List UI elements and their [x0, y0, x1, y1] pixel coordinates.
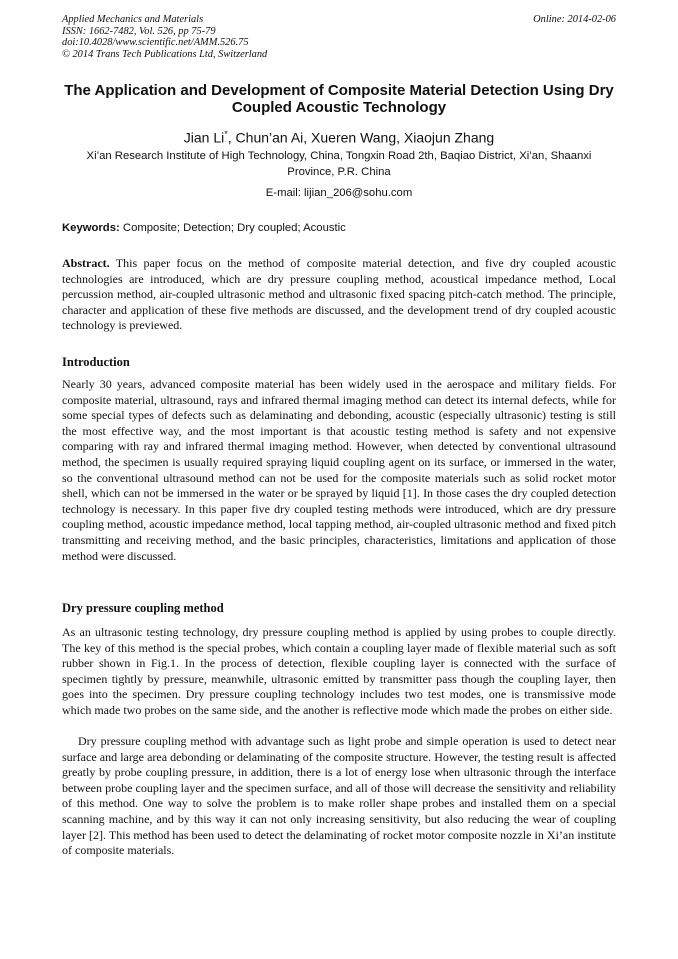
abstract-label: Abstract. [62, 256, 110, 270]
journal-issn: ISSN: 1662-7482, Vol. 526, pp 75-79 [62, 25, 216, 37]
affiliation: Xi’an Research Institute of High Technology, China, Tongxin Road 2th, Baqiao District, Xi’an, Shaanxi Province, P.R. China [86, 150, 592, 178]
online-date: Online: 2014-02-06 [533, 14, 616, 25]
author-email: E-mail: lijian_206@sohu.com [265, 187, 413, 199]
abstract-text: This paper focus on the method of composite material detection, and five dry coupled acoustic technologies are introduced, which are dry pressure coupling method, acoustical impedance method, Local percussion method, air-coupled ultrasonic method and ultrasonic fixed spacing pitch-catch method. The principle, character and application of these five methods are discussed, and the development trend of dry coupled acoustic technology is previewed. [62, 256, 616, 333]
journal-copyright: © 2014 Trans Tech Publications Ltd, Switzerland [62, 48, 268, 60]
author-list [62, 126, 616, 147]
journal-header [62, 14, 616, 60]
keywords-label: Keywords: [62, 222, 120, 234]
paper-title: The Application and Development of Composite Material Detection Using Dry Coupled Acoustic Technology [64, 82, 614, 116]
journal-doi: doi:10.4028/www.scientific.net/AMM.526.75 [62, 37, 249, 49]
author-others: , Chun’an Ai, Xueren Wang, Xiaojun Zhang [227, 129, 495, 146]
corresponding-mark: * [224, 129, 228, 139]
keywords [62, 221, 616, 236]
section-heading-dry-pressure: Dry pressure coupling method [62, 601, 224, 615]
abstract [62, 256, 616, 334]
introduction-paragraph: Nearly 30 years, advanced composite material has been widely used in the aerospace and military fields. For composite material, ultrasound, rays and infrared thermal imaging method can detect its internal defects, while for some special types of defects such as delaminating and debonding, acoustic (especially ultrasonic) testing is still the most effective way, and the most important is that acoustic testing method is safety and not expensive comparing with ray and infrared thermal imaging method. However, when detected by conventional ultrasound method, the specimen is usually required spraying liquid coupling agent on its surface, or immersed in the water, so the conventional ultrasound method can not be used for the composite materials such as solid rocket motor shell, which can not be immersed in the water or be sprayed by liquid [1]. In those cases the dry coupled detection technology is necessary. In this paper five dry coupled testing methods were introduced, which are dry pressure coupling method, acoustic impedance method, local tapping method, air-coupled ultrasonic method and fixed pitch transmitting and receiving method, and the basic principles, characteristics, limitations and application of those method were discussed. [62, 377, 616, 563]
author-corresponding: Jian Li [183, 129, 225, 146]
dry-pressure-paragraph-1: As an ultrasonic testing technology, dry pressure coupling method is applied by using probes to couple directly. The key of this method is the special probes, which contain a coupling layer made of flexible material such as soft rubber shown in Fig.1. In the process of detection, flexible coupling layer is connected with the surface of specimen tightly by pressure, meanwhile, ultrasonic emitted by transmitter pass though the coupling layer, then goes into the specimen. Dry pressure coupling technology includes two test modes, one is transmissive mode which made two probes on the same side, and the another is reflective mode which made the probes on either side. [62, 625, 616, 717]
dry-pressure-paragraph-2: Dry pressure coupling method with advantage such as light probe and simple operation is used to detect near surface and large area debonding or delaminating of the composite structure. However, the testing result is affected greatly by probe coupling pressure, in addition, there is a lot of energy lose when ultrasonic through the interface between probe coupling layer and the specimen surface, and all of those will decrease the sensitivity and reliability of this method. One way to solve the problem is to make roller shape probes and installed them on a special scanning machine, and by this way it can not only increasing sensitivity, but also reducing the wear of coupling layer [2]. This method has been used to detect the delaminating of rocket motor composite nozzle in Xi’an institute of composite materials. [62, 734, 616, 858]
keywords-text: Composite; Detection; Dry coupled; Acoustic [119, 222, 346, 234]
journal-name: Applied Mechanics and Materials [62, 14, 204, 25]
section-heading-introduction: Introduction [62, 355, 130, 369]
